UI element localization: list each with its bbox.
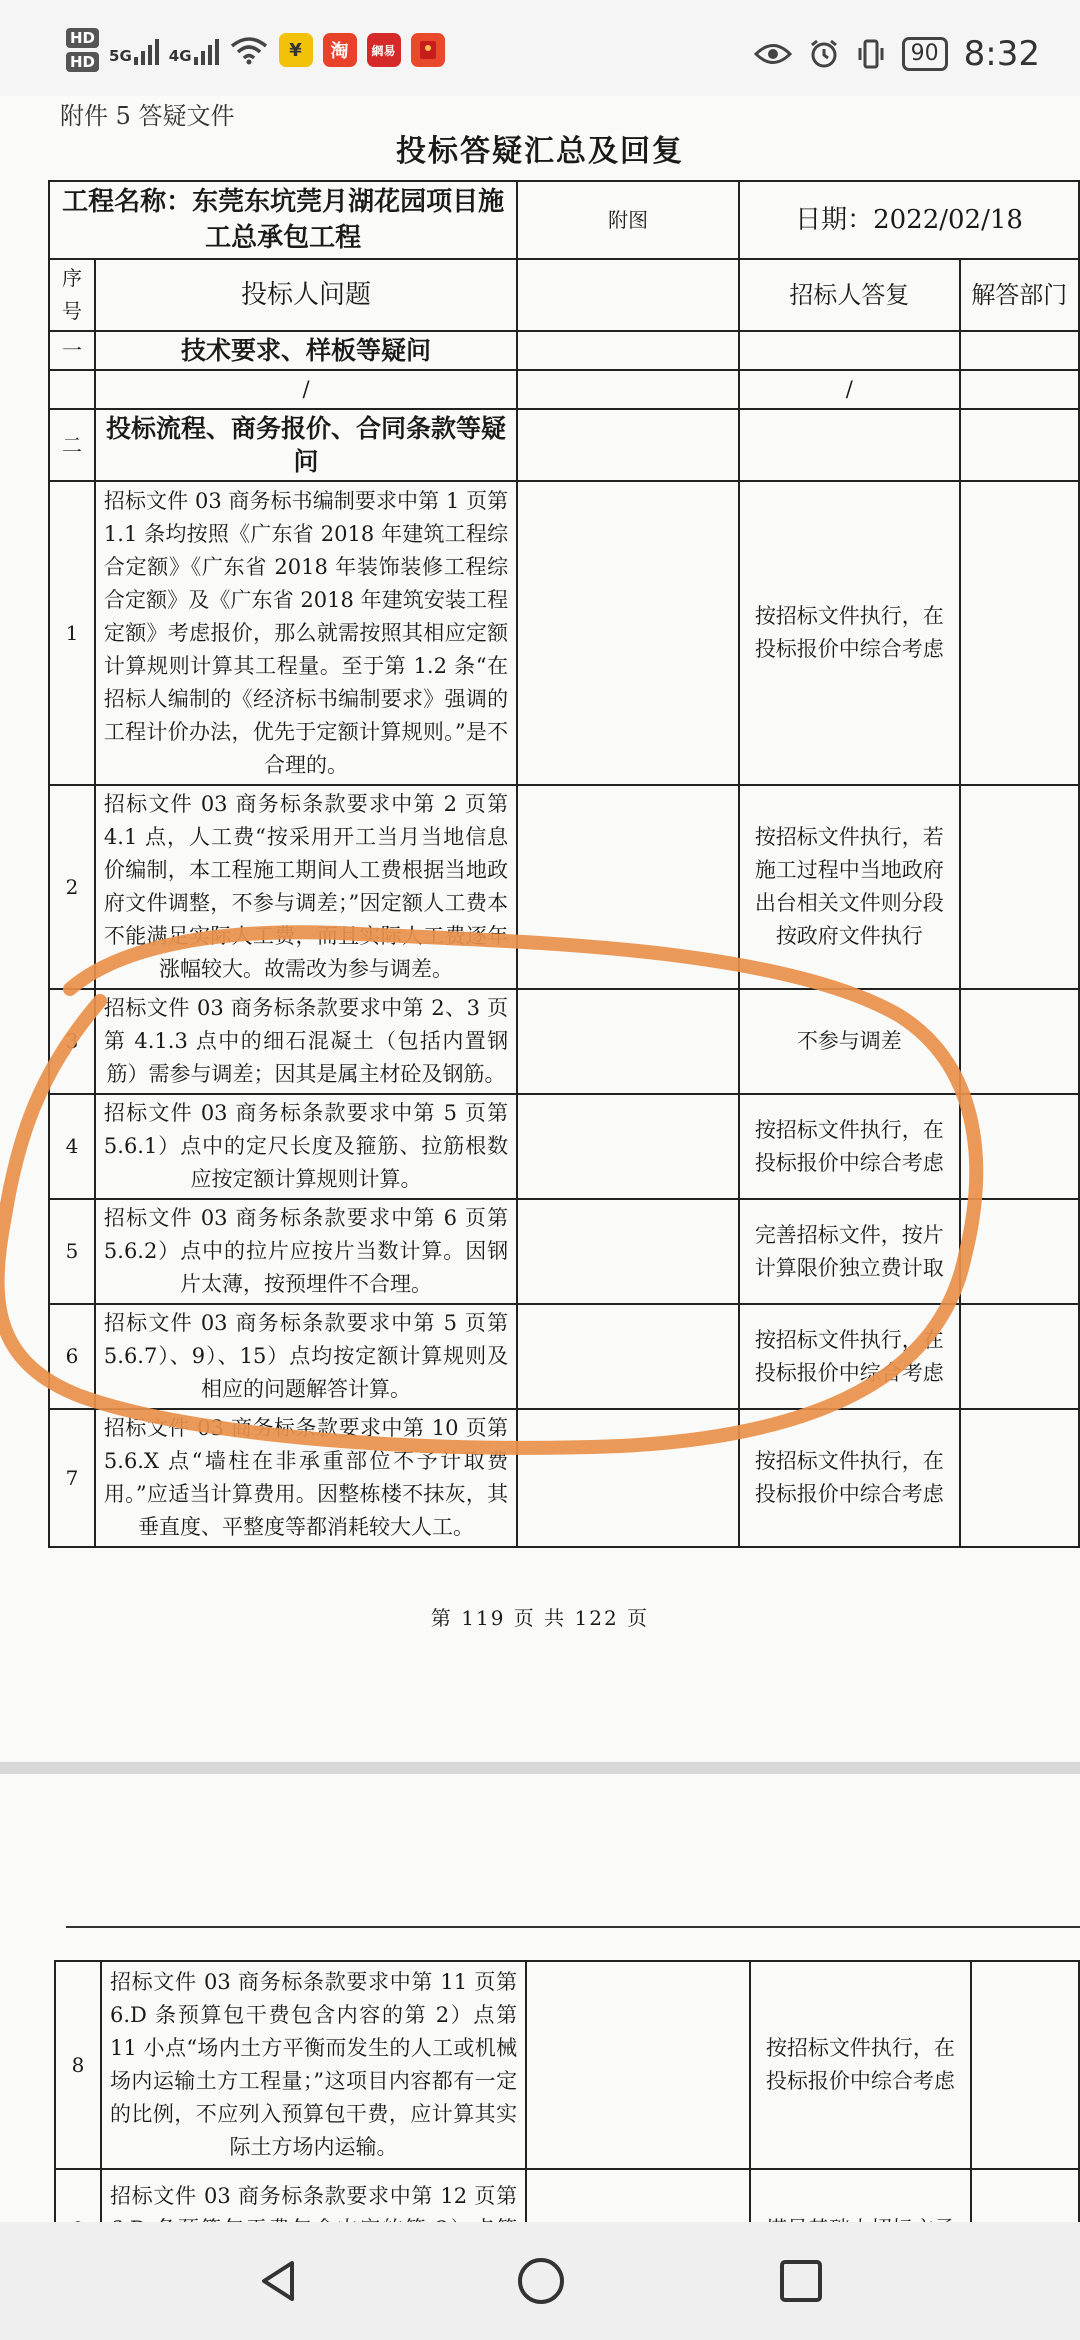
row-question: 招标文件 03 商务标条款要求中第 2 页第 4.1 点，人工费“按采用开工当月当地信息价编制，本工程施工期间人工费根据当地政府文件调整，不参与调差；”因定额人工费本不能满足实际人工费，而且实际人工费逐年涨幅较大。故需改为参与调差。 (95, 785, 517, 989)
col-answer: 招标人答复 (739, 259, 960, 331)
header-row-project (49, 181, 1079, 259)
placeholder-question: / (95, 370, 517, 409)
netease-icon: 網易 (367, 33, 401, 67)
document-page-2[interactable] (0, 1774, 1080, 2222)
row-answer: 按招标文件执行，在投标报价中综合考虑 (739, 1409, 960, 1547)
table-row (49, 1304, 1079, 1409)
row-question: 招标文件 03 商务标条款要求中第 11 页第 6.D 条预算包干费包含内容的第 2）点第 11 小点“场内土方平衡而发生的人工或机械场内运输土方工程量；”这项目内容都有一定的比例，不应列入预算包干费，应计算其实际土方场内运输。 (101, 1961, 526, 2169)
header-rule (66, 1926, 1080, 1928)
net-label-4g: 4G (168, 47, 192, 65)
row-question: 招标文件 03 商务标条款要求中第 12 页第 (101, 2169, 526, 2289)
page-separator (0, 1762, 1080, 1774)
col-seq: 序号 (49, 259, 95, 331)
row-question: 招标文件 03 商务标条款要求中第 10 页第 5.6.X 点“墙柱在非承重部位不予计取费用。”应适当计算费用。因整栋楼不抹灰，其垂直度、平整度等都消耗较大人工。 (95, 1409, 517, 1547)
doc-date: 日期：2022/02/18 (739, 181, 1079, 259)
section-row-2 (49, 409, 1079, 481)
section-row-1 (49, 331, 1079, 370)
row-answer: 按招标文件执行，若施工过程中当地政府出台相关文件则分段按政府文件执行 (739, 785, 960, 989)
document-page[interactable] (0, 96, 1080, 1761)
clock: 8:32 (963, 34, 1040, 74)
page-number: 第 119 页 共 122 页 (430, 1606, 650, 1630)
home-icon[interactable] (516, 2256, 566, 2306)
vibrate-icon (856, 38, 886, 70)
row-answer: 按招标文件执行，在投标报价中综合考虑 (739, 1304, 960, 1409)
signal-5g (109, 35, 159, 65)
table-row (49, 1409, 1079, 1547)
section-title: 技术要求、样板等疑问 (95, 331, 517, 370)
row-question: 招标文件 03 商务标条款要求中第 5 页第 5.6.1）点中的定尺长度及箍筋、拉筋根数应按定额计算规则计算。 (95, 1094, 517, 1199)
section-num: 二 (49, 409, 95, 481)
net-label-5g: 5G (109, 47, 132, 65)
app-notification-icon-yuan: ¥ (279, 33, 313, 67)
qa-table (48, 180, 1080, 1548)
placeholder-answer: / (739, 370, 960, 409)
row-num: 1 (49, 481, 95, 785)
row-question: 招标文件 03 商务标书编制要求中第 1 页第 1.1 条均按照《广东省 2018 年建筑工程综合定额》《广东省 2018 年装饰装修工程综合定额》及《广东省 2018 年建筑安装工程定额》考虑报价，那么就需按照其相应定额计算规则计算其工程量。至于第 1.2 条“在招标人编制的《经济标书编制要求》强调的工程计价办法，优先于定额计算规则。”是不合理的。 (95, 481, 517, 785)
col-dept: 解答部门 (960, 259, 1079, 331)
column-header-row (49, 259, 1079, 331)
section-placeholder-row (49, 370, 1079, 409)
attachment-header-text: 附件 5 答疑文件 (60, 102, 235, 130)
hd-badge-2: HD (66, 52, 99, 72)
red-packet-icon (411, 33, 445, 67)
attachment-label: 附图 (517, 181, 739, 259)
row-answer: 按招标文件执行，在投标报价中综合考虑 (739, 1094, 960, 1199)
signal-icon-2 (194, 35, 219, 65)
section-title: 投标流程、商务报价、合同条款等疑问 (95, 409, 517, 481)
col-attachment-blank (517, 259, 739, 331)
row-question: 招标文件 03 商务标条款要求中第 6 页第 5.6.2）点中的拉片应按片当数计算。因钢片太薄，按预埋件不合理。 (95, 1199, 517, 1304)
row-num: 2 (49, 785, 95, 989)
navigation-bar (0, 2222, 1080, 2340)
row-question: 招标文件 03 商务标条款要求中第 2、3 页第 4.1.3 点中的细石混凝土（包括内置钢筋）需参与调差；因其是属主材砼及钢筋。 (95, 989, 517, 1094)
row-num: 5 (49, 1199, 95, 1304)
status-right (754, 34, 1040, 74)
row-question: 招标文件 03 商务标条款要求中第 5 页第 5.6.7）、9）、15）点均按定额计算规则及相应的问题解答计算。 (95, 1304, 517, 1409)
row-answer: 按招标文件执行，在投标报价中综合考虑 (750, 1961, 972, 2169)
battery-indicator: 90 (902, 37, 948, 71)
eye-icon (754, 41, 792, 67)
row-answer: 按招标文件执行，在投标报价中综合考虑 (739, 481, 960, 785)
table-row (49, 1094, 1079, 1199)
alarm-icon (808, 38, 840, 70)
row-answer: 不参与调差 (739, 989, 960, 1094)
page-title: 投标答疑汇总及回复 (396, 134, 684, 169)
taobao-icon: 淘 (323, 33, 357, 67)
table-row (49, 785, 1079, 989)
signal-4g (169, 35, 219, 65)
hd-indicators (66, 28, 99, 72)
table-row (49, 989, 1079, 1094)
row-num: 8 (55, 1961, 101, 2169)
back-icon[interactable] (256, 2257, 304, 2305)
hd-badge-1: HD (66, 28, 99, 48)
section-num: 一 (49, 331, 95, 370)
row-num: 6 (49, 1304, 95, 1409)
status-left (66, 28, 445, 72)
project-name: 工程名称：东莞东坑莞月湖花园项目施工总承包工程 (49, 181, 517, 259)
wifi-icon (229, 35, 269, 65)
row-num: 3 (49, 989, 95, 1094)
table-row (49, 481, 1079, 785)
signal-icon (134, 35, 159, 65)
row-num: 7 (49, 1409, 95, 1547)
row-answer: 完善招标文件，按片计算限价独立费计取 (739, 1199, 960, 1304)
row-num: 4 (49, 1094, 95, 1199)
recents-icon[interactable] (778, 2258, 824, 2304)
table-row (55, 1961, 1079, 2169)
col-question: 投标人问题 (95, 259, 517, 331)
table-row (49, 1199, 1079, 1304)
